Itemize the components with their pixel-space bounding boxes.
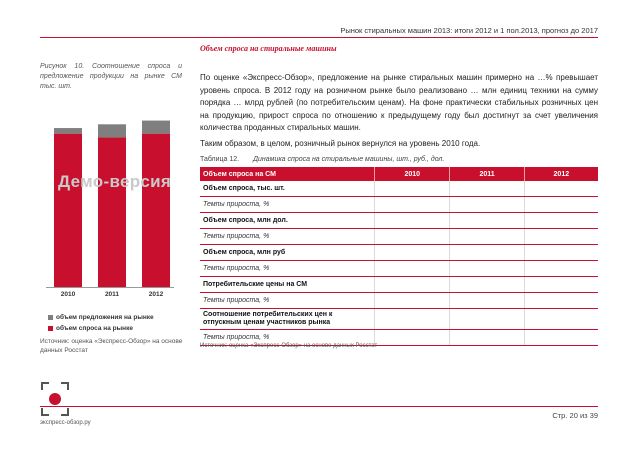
table-cell <box>524 309 598 330</box>
bar-supply-2011 <box>98 124 126 137</box>
table-cell <box>375 229 450 245</box>
bar-demand-2012 <box>142 134 170 287</box>
paragraph: Таким образом, в целом, розничный рынок вернулся на уровень 2010 года. <box>200 138 481 148</box>
table-header-label: Объем спроса на СМ <box>200 167 375 181</box>
table-row-label: Темпы прироста, % <box>200 293 375 309</box>
legend-swatch <box>48 326 53 331</box>
x-tick-label: 2011 <box>104 291 120 298</box>
table-row <box>200 197 598 213</box>
header-title: Рынок стиральных машин 2013: итоги 2012 и 1 пол.2013, прогноз до 2017 <box>340 26 598 35</box>
table-cell <box>375 181 450 197</box>
table-cell <box>375 277 450 293</box>
page-number: Стр. 20 из 39 <box>552 411 598 420</box>
table-cell <box>450 213 524 229</box>
table-cell <box>450 181 524 197</box>
table-row <box>200 277 598 293</box>
header-divider <box>40 37 598 38</box>
table-cell <box>450 229 524 245</box>
table-row <box>200 261 598 277</box>
table-cell <box>524 330 598 346</box>
demo-watermark: Демо-версия <box>58 172 172 191</box>
table-cell <box>524 229 598 245</box>
logo-icon <box>40 381 70 417</box>
demand-table <box>200 167 598 346</box>
table-header-row <box>200 167 598 181</box>
section-title: Объем спроса на стиральные машины <box>200 44 337 53</box>
x-tick-label: 2010 <box>60 291 76 298</box>
table-cell <box>375 197 450 213</box>
table-cell <box>524 181 598 197</box>
legend-label: объем спроса на рынке <box>56 325 133 332</box>
table-row <box>200 213 598 229</box>
table-row-label: Соотношение потребительских цен к отпускным ценам участников рынка <box>200 309 375 330</box>
table-cell <box>375 309 450 330</box>
table-cell <box>450 245 524 261</box>
supply-demand-chart <box>40 100 180 300</box>
table-row-label: Темпы прироста, % <box>200 229 375 245</box>
table-header-2010: 2010 <box>375 167 450 181</box>
table-cell <box>524 277 598 293</box>
logo-text: экспресс-обзор.ру <box>40 420 91 426</box>
bar-supply-2010 <box>54 128 82 134</box>
figure-caption: Рисунок 10. Соотношение спроса и предложение продукции на рынке СМ тыс. шт. <box>40 63 182 90</box>
table-cell <box>375 330 450 346</box>
table-row-label: Потребительские цены на СМ <box>200 277 375 293</box>
bar-demand-2010 <box>54 134 82 287</box>
table-caption-text: Динамика спроса на стиральные машины, шт., руб., дол. <box>253 156 445 163</box>
table-row-label: Темпы прироста, % <box>200 261 375 277</box>
table-cell <box>450 330 524 346</box>
table-cell <box>524 293 598 309</box>
table-row-label: Темпы прироста, % <box>200 330 375 346</box>
table-cell <box>450 261 524 277</box>
bar-supply-2012 <box>142 121 170 134</box>
table-row <box>200 181 598 197</box>
table-cell <box>524 245 598 261</box>
footer-divider <box>40 406 598 407</box>
table-row-label: Объем спроса, тыс. шт. <box>200 181 375 197</box>
table-row <box>200 229 598 245</box>
chart-legend <box>48 312 154 334</box>
table-header-2012: 2012 <box>524 167 598 181</box>
table-header-2011: 2011 <box>450 167 524 181</box>
table-cell <box>450 309 524 330</box>
paragraph: По оценке «Экспресс-Обзор», предложение на рынке стиральных машин примерно на …% превышает уровень спроса. В 2012 году на розничном рынке было реализовано … млн единиц техники на сумму порядка … млрд рублей (по потребительским ценам). На фоне практически стабильных розничных цен на продукцию, прирост спроса по отношению к предыдущему году был достигнут за счет увеличения количества проданных стиральных машин. <box>200 73 598 132</box>
figure-source: Источник: оценка «Экспресс-Обзор» на основе данных Росстат <box>40 338 183 354</box>
table-cell <box>375 261 450 277</box>
table-row-label: Объем спроса, млн руб <box>200 245 375 261</box>
table-cell <box>375 293 450 309</box>
legend-label: объем предложения на рынке <box>56 314 154 321</box>
legend-item <box>48 323 154 334</box>
table-row-label: Темпы прироста, % <box>200 197 375 213</box>
table-cell <box>450 293 524 309</box>
table-caption-number: Таблица 12. <box>200 156 240 163</box>
body-text <box>200 72 598 153</box>
table-cell <box>524 197 598 213</box>
table-row-label: Объем спроса, млн дол. <box>200 213 375 229</box>
table-cell <box>375 213 450 229</box>
table-cell <box>375 245 450 261</box>
table-cell <box>450 277 524 293</box>
table-row <box>200 309 598 330</box>
table-cell <box>450 197 524 213</box>
x-tick-label: 2012 <box>148 291 164 298</box>
table-caption <box>200 156 444 163</box>
table-row <box>200 245 598 261</box>
legend-item <box>48 312 154 323</box>
bar-demand-2011 <box>98 137 126 287</box>
table-cell <box>524 213 598 229</box>
table-cell <box>524 261 598 277</box>
table-source: Источник: оценка «Экспресс-Обзор» на основе данных Росстат <box>200 343 378 349</box>
table-row <box>200 293 598 309</box>
legend-swatch <box>48 315 53 320</box>
